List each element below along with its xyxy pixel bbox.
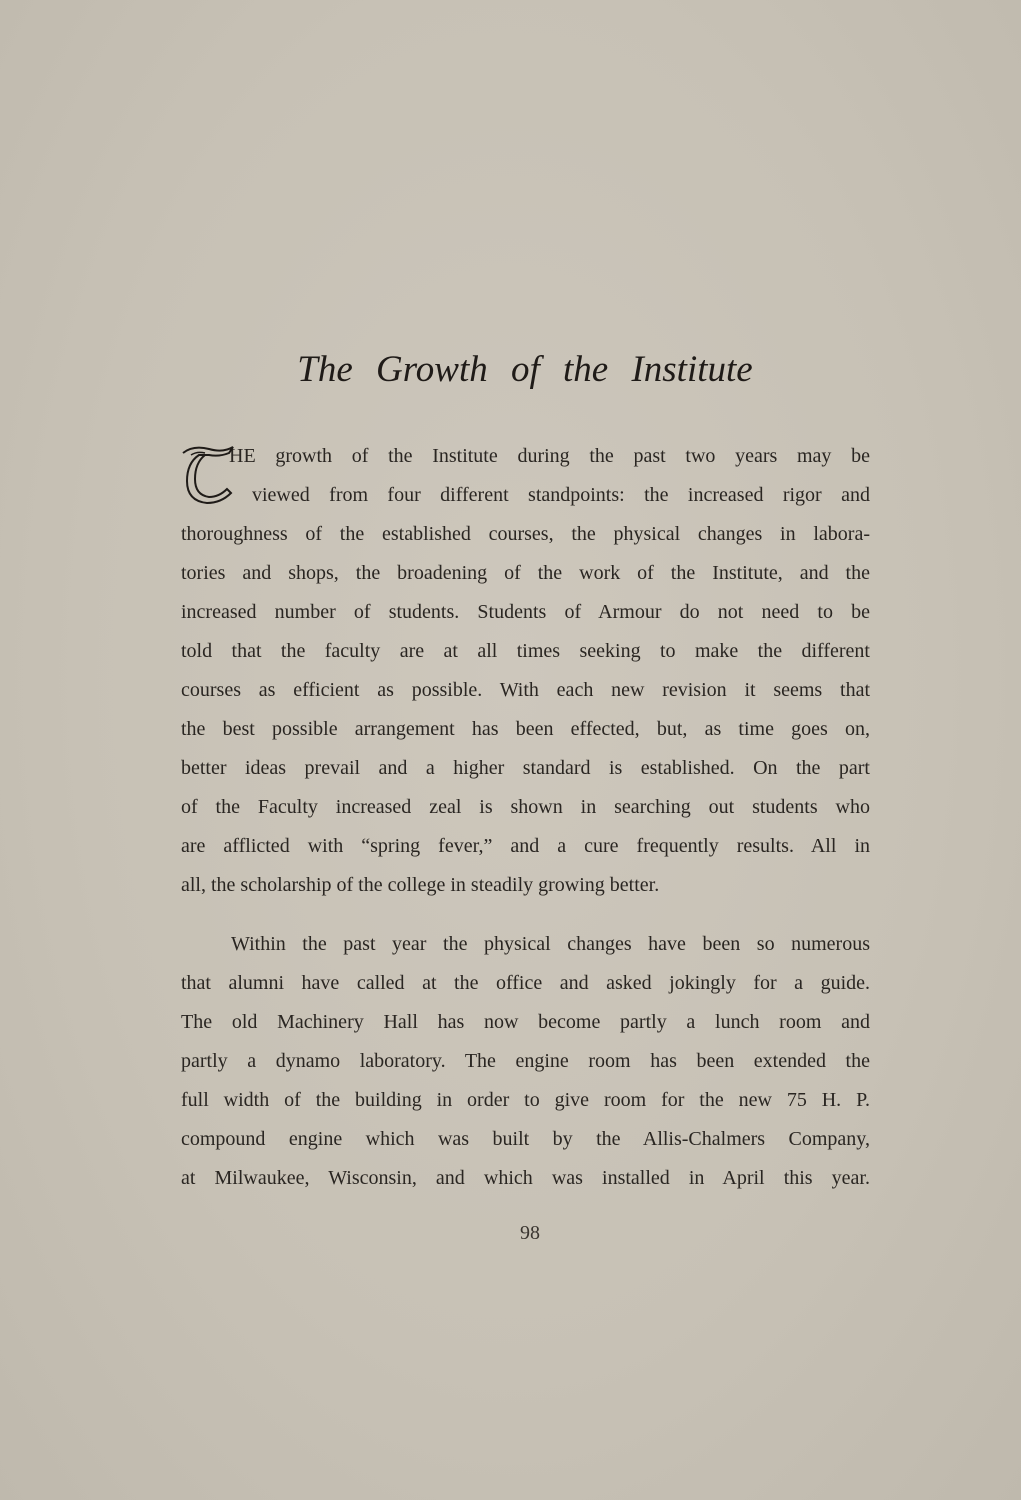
text-line: compound engine which was built by the Allis-Chalmers Company, — [181, 1128, 870, 1150]
page-number: 98 — [520, 1222, 540, 1244]
text-line: viewed from four different standpoints: the increased rigor and — [252, 484, 870, 506]
text-line: The old Machinery Hall has now become partly a lunch room and — [181, 1011, 870, 1033]
text-line: all, the scholarship of the college in steadily growing better. — [181, 874, 660, 896]
text-line: tories and shops, the broadening of the work of the Institute, and the — [181, 562, 870, 584]
text-line: partly a dynamo laboratory. The engine room has been extended the — [181, 1050, 870, 1072]
text-line: thoroughness of the established courses, the physical changes in labora- — [181, 523, 870, 545]
text-line: HE growth of the Institute during the past two years may be — [229, 445, 870, 467]
text-line: full width of the building in order to give room for the new 75 H. P. — [181, 1089, 870, 1111]
text-line: at Milwaukee, Wisconsin, and which was installed in April this year. — [181, 1167, 870, 1189]
text-line: Within the past year the physical changes have been so numerous — [231, 933, 870, 955]
text-line: of the Faculty increased zeal is shown in searching out students who — [181, 796, 870, 818]
text-line: that alumni have called at the office and asked jokingly for a guide. — [181, 972, 870, 994]
paragraph-1 — [181, 437, 870, 905]
text-line: told that the faculty are at all times seeking to make the different — [181, 640, 870, 662]
text-line: are afflicted with “spring fever,” and a cure frequently results. All in — [181, 835, 870, 857]
drop-cap-t — [179, 443, 235, 507]
text-line: courses as efficient as possible. With each new revision it seems that — [181, 679, 870, 701]
page-title: The Growth of the Institute — [297, 349, 753, 390]
text-line: better ideas prevail and a higher standard is established. On the part — [181, 757, 870, 779]
text-line: the best possible arrangement has been effected, but, as time goes on, — [181, 718, 870, 740]
text-line: increased number of students. Students of Armour do not need to be — [181, 601, 870, 623]
paragraph-2 — [181, 925, 870, 1198]
